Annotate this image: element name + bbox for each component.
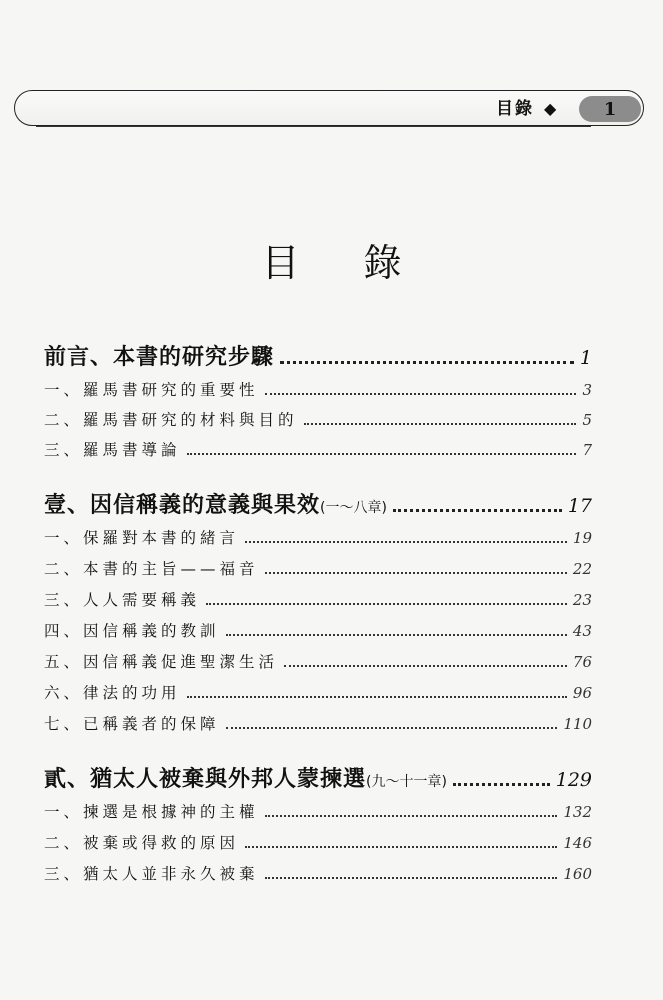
dot-leader bbox=[265, 393, 577, 395]
toc-chapter-2[interactable] bbox=[44, 762, 592, 793]
header-label: 目錄 bbox=[496, 99, 534, 119]
section-page: 5 bbox=[582, 411, 592, 429]
section-title: 二、被棄或得救的原因 bbox=[44, 834, 240, 852]
section-page: 43 bbox=[572, 622, 592, 640]
header-underline bbox=[36, 126, 591, 127]
chapter-title: 前言、本書的研究步驟 bbox=[44, 345, 275, 370]
dot-leader bbox=[206, 603, 567, 605]
section-title: 四、因信稱義的教訓 bbox=[44, 622, 220, 640]
toc-section[interactable] bbox=[44, 800, 592, 822]
dot-leader bbox=[187, 453, 577, 455]
toc-section[interactable] bbox=[44, 588, 592, 610]
dot-leader bbox=[265, 572, 567, 574]
dot-leader bbox=[265, 815, 558, 817]
chapter-page: 17 bbox=[567, 495, 592, 517]
diamond-icon: ◆ bbox=[544, 99, 557, 118]
toc-chapter-preface[interactable] bbox=[44, 340, 592, 371]
toc-section[interactable] bbox=[44, 831, 592, 853]
dot-leader bbox=[280, 361, 574, 364]
chapter-subtitle: (一～八章) bbox=[320, 500, 387, 516]
dot-leader bbox=[453, 783, 550, 786]
toc-section[interactable] bbox=[44, 681, 592, 703]
section-title: 二、本書的主旨——福音 bbox=[44, 560, 259, 578]
chapter-page: 129 bbox=[555, 769, 592, 791]
section-page: 19 bbox=[572, 529, 592, 547]
section-page: 76 bbox=[572, 653, 592, 671]
chapter-page: 1 bbox=[579, 347, 592, 369]
chapter-subtitle: (九～十一章) bbox=[366, 774, 447, 790]
toc-chapter-1[interactable] bbox=[44, 488, 592, 519]
section-title: 三、猶太人並非永久被棄 bbox=[44, 865, 259, 883]
section-page: 96 bbox=[572, 684, 592, 702]
dot-leader bbox=[304, 423, 577, 425]
toc-section[interactable] bbox=[44, 862, 592, 884]
section-page: 132 bbox=[563, 803, 592, 821]
toc-section[interactable] bbox=[44, 619, 592, 641]
section-page: 3 bbox=[582, 381, 592, 399]
chapter-title: 壹、因信稱義的意義與果效 bbox=[44, 493, 321, 518]
dot-leader bbox=[226, 727, 558, 729]
toc-section[interactable] bbox=[44, 526, 592, 548]
section-page: 7 bbox=[582, 441, 592, 459]
section-title: 三、人人需要稱義 bbox=[44, 591, 201, 609]
toc-section[interactable] bbox=[44, 378, 592, 400]
chapter-title: 貳、猶太人被棄與外邦人蒙揀選 bbox=[44, 767, 367, 792]
section-title: 一、揀選是根據神的主權 bbox=[44, 803, 259, 821]
section-title: 五、因信稱義促進聖潔生活 bbox=[44, 653, 279, 671]
section-page: 22 bbox=[572, 560, 592, 578]
toc-section[interactable] bbox=[44, 557, 592, 579]
dot-leader bbox=[187, 696, 567, 698]
toc-section[interactable] bbox=[44, 712, 592, 734]
section-title: 七、已稱義者的保障 bbox=[44, 715, 220, 733]
section-title: 二、羅馬書研究的材料與目的 bbox=[44, 411, 298, 429]
page-number-badge bbox=[579, 96, 641, 122]
dot-leader bbox=[245, 541, 567, 543]
toc-section[interactable] bbox=[44, 408, 592, 430]
section-page: 110 bbox=[563, 715, 592, 733]
section-title: 一、羅馬書研究的重要性 bbox=[44, 381, 259, 399]
section-title: 六、律法的功用 bbox=[44, 684, 181, 702]
toc-section[interactable] bbox=[44, 650, 592, 672]
toc-section[interactable] bbox=[44, 438, 592, 460]
dot-leader bbox=[245, 846, 557, 848]
section-title: 一、保羅對本書的緒言 bbox=[44, 529, 240, 547]
page-title: 目 錄 bbox=[261, 241, 428, 285]
dot-leader bbox=[226, 634, 567, 636]
section-title: 三、羅馬書導論 bbox=[44, 441, 181, 459]
page-number: 1 bbox=[603, 98, 617, 120]
dot-leader bbox=[284, 665, 567, 667]
section-page: 146 bbox=[563, 834, 592, 852]
dot-leader bbox=[265, 877, 558, 879]
section-page: 160 bbox=[563, 865, 592, 883]
dot-leader bbox=[393, 509, 562, 512]
section-page: 23 bbox=[572, 591, 592, 609]
